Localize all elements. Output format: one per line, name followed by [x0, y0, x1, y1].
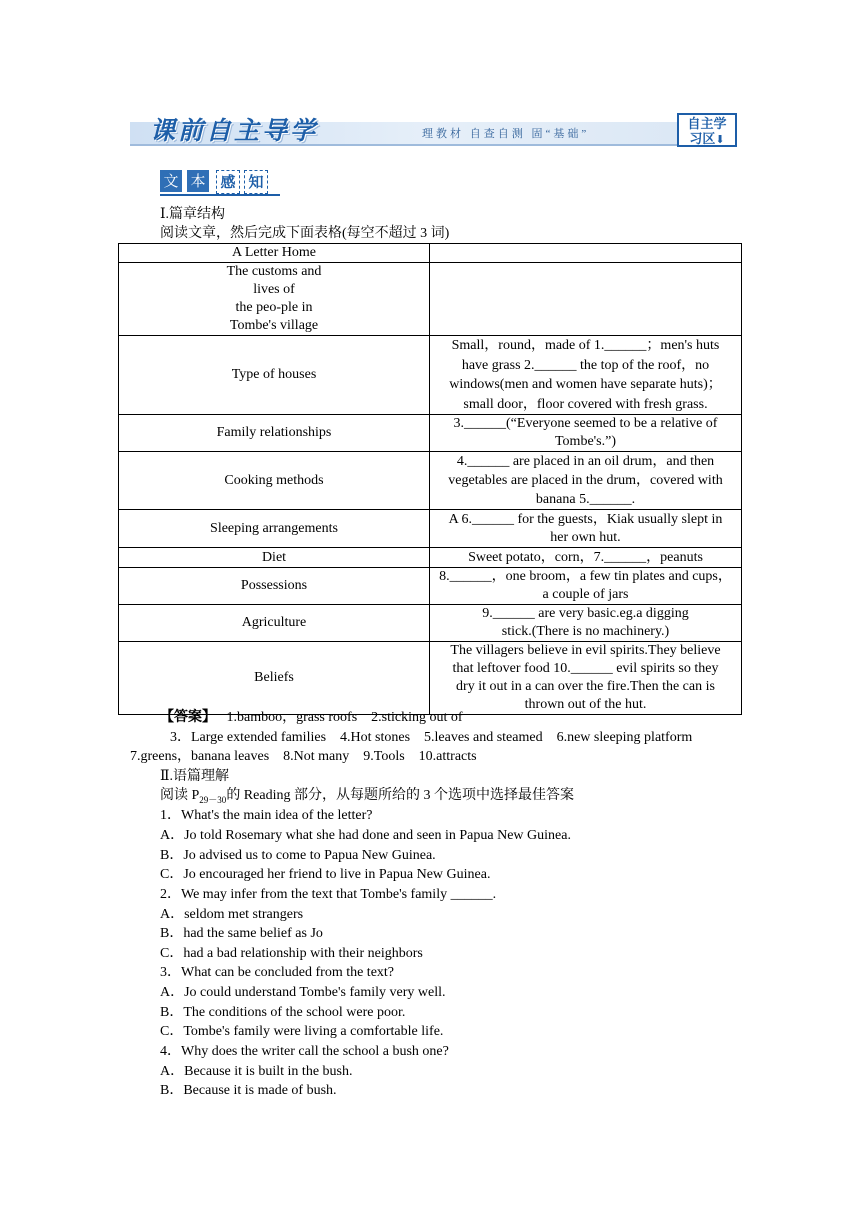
table-row	[119, 642, 742, 715]
instruction-pre: 阅读 P	[160, 788, 200, 803]
row-label: Agriculture	[119, 605, 430, 642]
question: 3．What can be concluded from the text?	[160, 965, 395, 980]
row-content	[430, 510, 742, 548]
option: B．Because it is made of bush.	[160, 1083, 337, 1098]
answers-line2: 3．Large extended families 4.Hot stones 5.leaves and steamed 6.new sleeping platform	[170, 730, 693, 745]
answers-line3: 7.greens，banana leaves 8.Not many 9.Tools 10.attracts	[130, 749, 477, 764]
content-line: windows(men and women have separate huts)；	[449, 377, 722, 392]
tag-char: 本	[187, 170, 209, 192]
self-study-badge	[677, 113, 737, 147]
intro-line: Tombe's village	[229, 318, 319, 333]
part1-heading: Ⅰ.篇章结构	[160, 207, 226, 222]
content-line: that leftover food 10.______ evil spirits so they	[452, 661, 719, 676]
section-tag	[160, 170, 280, 194]
option: A．seldom met strangers	[160, 907, 304, 922]
table-row	[119, 568, 742, 605]
row-label: Sleeping arrangements	[119, 510, 430, 548]
content-line: Small，round，made of 1.______；men's huts	[451, 338, 720, 353]
content-line: small door，floor covered with fresh grass.	[463, 396, 708, 412]
tag-char: 感	[216, 170, 240, 194]
content-line: Tombe's.”)	[554, 434, 617, 449]
intro-line: lives of	[253, 282, 295, 297]
row-label: Beliefs	[119, 642, 430, 715]
content-line: A 6.______ for the guests，Kiak usually slept in	[448, 511, 723, 527]
table-title-cell: A Letter Home	[119, 244, 430, 263]
table-row	[119, 510, 742, 548]
row-label: Type of houses	[119, 336, 430, 415]
answers-label: 【答案】	[160, 710, 216, 725]
table-row	[119, 415, 742, 452]
page-range: 29－30	[199, 794, 227, 805]
option: B．Jo advised us to come to Papua New Guinea.	[160, 848, 436, 863]
question: 1．What's the main idea of the letter?	[160, 808, 373, 823]
table-row	[119, 336, 742, 415]
content-line: vegetables are placed in the drum，covered with	[448, 473, 723, 488]
table-empty-cell	[430, 263, 742, 336]
answers-line1	[160, 709, 463, 727]
part2-instruction	[160, 787, 574, 809]
content-line: 8.______，one broom，a few tin plates and cups，	[439, 569, 732, 584]
row-content	[430, 548, 742, 568]
question: 4．Why does the writer call the school a bush one?	[160, 1044, 449, 1059]
content-line: 3.______(“Everyone seemed to be a relative of	[453, 416, 718, 431]
structure-table	[118, 243, 742, 715]
option: A．Jo could understand Tombe's family very well.	[160, 985, 446, 1000]
row-content	[430, 452, 742, 510]
instruction-post: 的 Reading 部分，从每题所给的 3 个选项中选择最佳答案	[226, 788, 574, 803]
content-line: her own hut.	[550, 529, 621, 545]
banner-subtitle: 理教材 自查自测 固“基础”	[422, 128, 590, 140]
row-content	[430, 568, 742, 605]
option: A．Jo told Rosemary what she had done and seen in Papua New Guinea.	[160, 828, 571, 843]
content-line: 9.______ are very basic.eg.a digging	[482, 606, 689, 621]
table-row	[119, 452, 742, 510]
row-content	[430, 642, 742, 715]
question: 2．We may infer from the text that Tombe's family ______.	[160, 887, 497, 902]
row-content	[430, 336, 742, 415]
tag-char: 文	[160, 170, 182, 192]
section-banner	[130, 113, 740, 151]
content-line: thrown out of the hut.	[524, 697, 647, 712]
row-label: Family relationships	[119, 415, 430, 452]
intro-line: The customs and	[226, 264, 322, 279]
table-empty-cell	[430, 244, 742, 263]
table-row	[119, 548, 742, 568]
option: B．The conditions of the school were poor.	[160, 1005, 406, 1020]
part2-heading: Ⅱ.语篇理解	[160, 769, 230, 784]
content-line: banana 5.______.	[535, 492, 636, 507]
table-row	[119, 605, 742, 642]
part1-instruction: 阅读文章，然后完成下面表格(每空不超过 3 词)	[160, 226, 450, 241]
row-label: Possessions	[119, 568, 430, 605]
answers-text: 1.bamboo，grass roofs 2.sticking out of	[226, 710, 463, 725]
option: B．had the same belief as Jo	[160, 926, 323, 941]
table-intro-cell	[119, 263, 430, 336]
option: C．Jo encouraged her friend to live in Papua New Guinea.	[160, 867, 491, 882]
arrow-down-icon: ⬇	[715, 134, 725, 146]
badge-line1: 自主学	[687, 116, 727, 131]
content-line: a couple of jars	[542, 587, 629, 602]
content-line: stick.(There is no machinery.)	[501, 624, 670, 639]
tag-underline	[160, 194, 280, 196]
badge-line2: 习区	[689, 131, 716, 146]
content-line: 4.______ are placed in an oil drum，and then	[456, 454, 715, 469]
content-line: Sweet potato，corn，7.______，peanuts	[468, 549, 703, 565]
option: A．Because it is built in the bush.	[160, 1064, 353, 1079]
row-content	[430, 605, 742, 642]
content-line: The villagers believe in evil spirits.They believe	[450, 643, 721, 658]
banner-title: 课前自主导学	[150, 118, 319, 145]
row-content	[430, 415, 742, 452]
tag-char: 知	[244, 170, 268, 194]
content-line: have grass 2.______ the top of the roof，no	[461, 357, 710, 373]
row-label: Diet	[119, 548, 430, 568]
option: C．had a bad relationship with their neighbors	[160, 946, 423, 961]
option: C．Tombe's family were living a comfortable life.	[160, 1024, 444, 1039]
row-label: Cooking methods	[119, 452, 430, 510]
intro-line: the peo-ple in	[235, 300, 313, 315]
content-line: dry it out in a can over the fire.Then the can is	[456, 679, 715, 694]
